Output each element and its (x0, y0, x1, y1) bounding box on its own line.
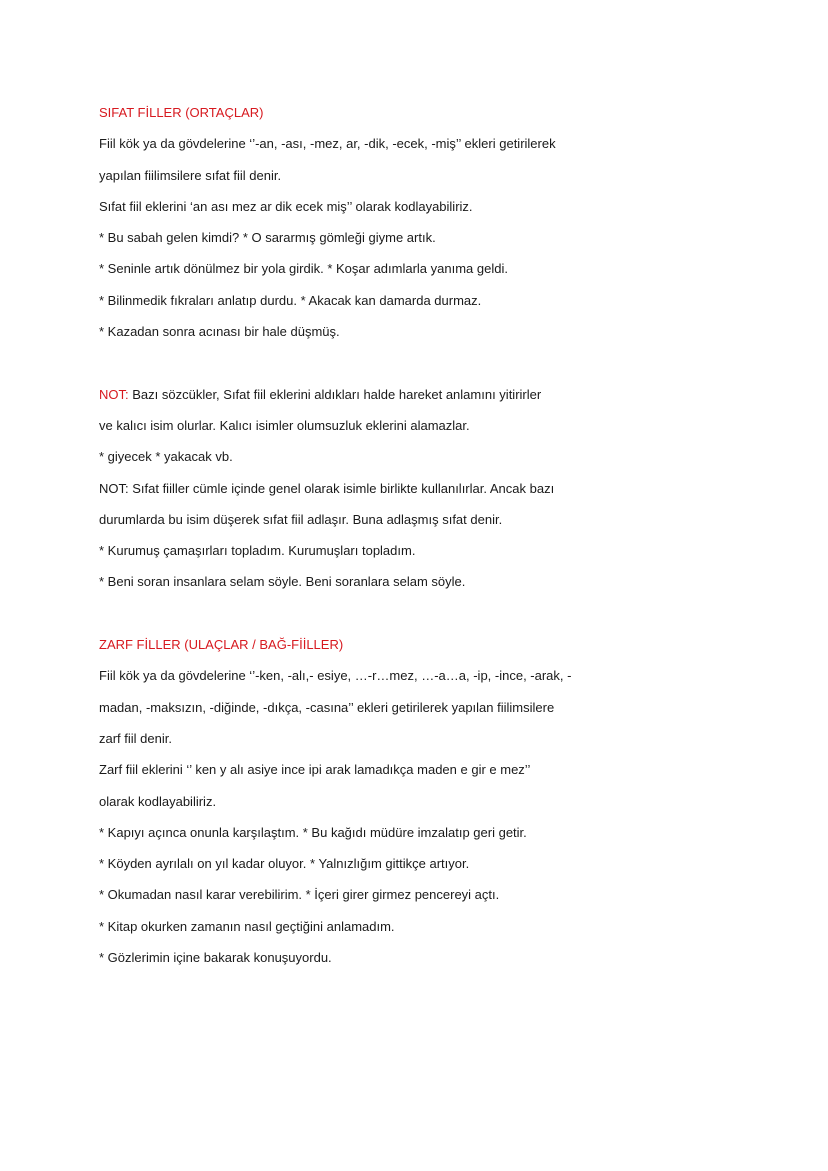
example-line: * Beni soran insanlara selam söyle. Beni soranlara selam söyle. (99, 574, 466, 590)
example-line: * Okumadan nasıl karar verebilirim. * İçeri girer girmez pencereyi açtı. (99, 887, 500, 903)
example-line: * Gözlerimin içine bakarak konuşuyordu. (99, 950, 332, 966)
example-line: * Kurumuş çamaşırları topladım. Kurumuşları topladım. (99, 543, 416, 559)
note-label: NOT: (99, 386, 129, 402)
paragraph-line: Fiil kök ya da gövdelerine ‘’-an, -ası, -mez, ar, -dik, -ecek, -miş’’ ekleri getirilerek (99, 136, 556, 152)
example-line: * Seninle artık dönülmez bir yola girdik. * Koşar adımlarla yanıma geldi. (99, 261, 508, 277)
example-line: * giyecek * yakacak vb. (99, 449, 233, 465)
example-line: * Köyden ayrılalı on yıl kadar oluyor. * Yalnızlığım gittikçe artıyor. (99, 856, 470, 872)
example-line: * Bu sabah gelen kimdi? * O sararmış gömleği giyme artık. (99, 230, 436, 246)
spacer (99, 598, 619, 629)
example-line: * Kitap okurken zamanın nasıl geçtiğini anlamadım. (99, 918, 395, 934)
paragraph-line: NOT: Sıfat fiiller cümle içinde genel olarak isimle birlikte kullanılırlar. Ancak bazı (99, 480, 555, 496)
paragraph-line: yapılan fiilimsilere sıfat fiil denir. (99, 167, 282, 183)
note-line (99, 379, 619, 410)
section-heading-zarf-filler: ZARF FİLLER (ULAÇLAR / BAĞ-FİİLLER) (99, 637, 344, 653)
paragraph-line: Zarf fiil eklerini ‘’ ken y alı asiye ince ipi arak lamadıkça maden e gir e mez’’ (99, 762, 531, 778)
paragraph-line: Sıfat fiil eklerini ‘an ası mez ar dik ecek miş’’ olarak kodlayabiliriz. (99, 198, 473, 214)
example-line: * Bilinmedik fıkraları anlatıp durdu. * Akacak kan damarda durmaz. (99, 292, 482, 308)
spacer (99, 347, 619, 378)
example-line: * Kazadan sonra acınası bir hale düşmüş. (99, 324, 340, 340)
paragraph-line: Fiil kök ya da gövdelerine ‘’-ken, -alı,- esiye, …-r…mez, …-a…a, -ip, -ince, -arak, - (99, 668, 572, 684)
paragraph-line: durumlarda bu isim düşerek sıfat fiil adlaşır. Buna adlaşmış sıfat denir. (99, 511, 503, 527)
note-text: Bazı sözcükler, Sıfat fiil eklerini aldıkları halde hareket anlamını yitirirler (128, 386, 542, 402)
document-page (99, 97, 619, 973)
example-line: * Kapıyı açınca onunla karşılaştım. * Bu kağıdı müdüre imzalatıp geri getir. (99, 824, 527, 840)
paragraph-line: zarf fiil denir. (99, 730, 172, 746)
paragraph-line: ve kalıcı isim olurlar. Kalıcı isimler olumsuzluk eklerini alamazlar. (99, 417, 470, 433)
paragraph-line: olarak kodlayabiliriz. (99, 793, 217, 809)
section-heading-sifat-filler: SIFAT FİLLER (ORTAÇLAR) (99, 105, 264, 120)
paragraph-line: madan, -maksızın, -diğinde, -dıkça, -casına’’ ekleri getirilerek yapılan fiilimsilere (99, 699, 555, 715)
